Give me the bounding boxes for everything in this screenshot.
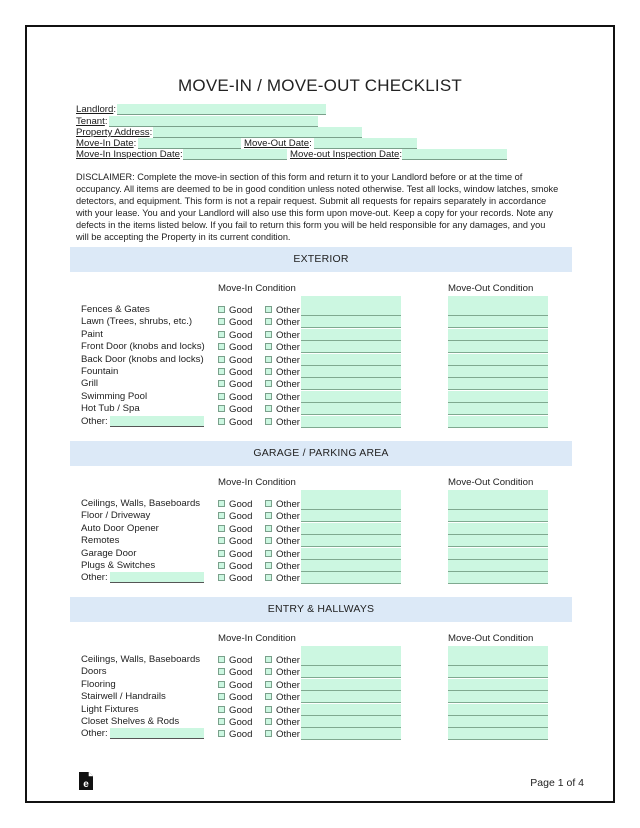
good-label: Good bbox=[229, 511, 253, 522]
move-out-field[interactable] bbox=[448, 296, 548, 304]
good-checkbox[interactable] bbox=[218, 405, 225, 412]
good-option bbox=[218, 536, 252, 548]
move-in-other-field[interactable] bbox=[301, 572, 401, 584]
good-label: Good bbox=[229, 680, 253, 691]
move-in-other-field[interactable] bbox=[301, 304, 401, 316]
other-checkbox[interactable] bbox=[265, 356, 272, 363]
checklist-item-label: Back Door (knobs and locks) bbox=[81, 354, 204, 365]
good-label: Good bbox=[229, 549, 253, 560]
tenant-row: Tenant: bbox=[76, 116, 108, 127]
other-option bbox=[265, 667, 300, 679]
landlord-field[interactable] bbox=[117, 104, 326, 115]
checklist-item-label: Hot Tub / Spa bbox=[81, 403, 140, 414]
move-out-field[interactable] bbox=[448, 535, 548, 547]
move-in-other-field[interactable] bbox=[301, 654, 401, 666]
other-label: Other bbox=[276, 717, 300, 728]
other-checkbox[interactable] bbox=[265, 418, 272, 425]
good-checkbox[interactable] bbox=[218, 681, 225, 688]
good-option bbox=[218, 667, 252, 679]
other-checkbox[interactable] bbox=[265, 550, 272, 557]
property-address-field[interactable] bbox=[153, 127, 362, 138]
move-in-other-field[interactable] bbox=[301, 666, 401, 678]
good-checkbox[interactable] bbox=[218, 343, 225, 350]
good-label: Good bbox=[229, 573, 253, 584]
move-in-other-field[interactable] bbox=[301, 416, 401, 428]
move-in-inspection-label: Move-In Inspection Date bbox=[76, 149, 180, 160]
other-checkbox[interactable] bbox=[265, 368, 272, 375]
other-checkbox[interactable] bbox=[265, 405, 272, 412]
good-option bbox=[218, 549, 252, 561]
move-out-field[interactable] bbox=[448, 716, 548, 728]
good-checkbox[interactable] bbox=[218, 306, 225, 313]
other-option bbox=[265, 317, 300, 329]
tenant-field[interactable] bbox=[109, 116, 318, 127]
property-address-label: Property Address bbox=[76, 127, 150, 138]
good-label: Good bbox=[229, 417, 253, 428]
move-out-field[interactable] bbox=[448, 704, 548, 716]
checklist-item-label: Fountain bbox=[81, 366, 119, 377]
other-label: Other bbox=[276, 561, 300, 572]
checklist-item-label: Floor / Driveway bbox=[81, 510, 151, 521]
other-checkbox[interactable] bbox=[265, 706, 272, 713]
other-label: Other bbox=[276, 667, 300, 678]
good-option bbox=[218, 717, 252, 729]
other-label: Other bbox=[276, 392, 300, 403]
other-checkbox[interactable] bbox=[265, 562, 272, 569]
move-out-field[interactable] bbox=[448, 416, 548, 428]
good-option bbox=[218, 379, 252, 391]
other-option bbox=[265, 330, 300, 342]
move-in-other-field[interactable] bbox=[301, 523, 401, 535]
move-in-other-field[interactable] bbox=[301, 679, 401, 691]
other-checkbox[interactable] bbox=[265, 537, 272, 544]
move-out-condition-header: Move-Out Condition bbox=[448, 633, 534, 644]
landlord-row: Landlord: bbox=[76, 104, 117, 115]
move-in-condition-header: Move-In Condition bbox=[218, 633, 296, 644]
move-out-inspection-field[interactable] bbox=[402, 149, 507, 160]
move-in-date-row: Move-In Date: bbox=[76, 138, 137, 149]
good-checkbox[interactable] bbox=[218, 574, 225, 581]
move-in-inspection-field[interactable] bbox=[183, 149, 287, 160]
checklist-item-label: Fences & Gates bbox=[81, 304, 150, 315]
good-option bbox=[218, 705, 252, 717]
good-checkbox[interactable] bbox=[218, 550, 225, 557]
move-out-field[interactable] bbox=[448, 490, 548, 498]
disclaimer-text: DISCLAIMER: Complete the move-in section of this form and return it to your Landlord before or at the time of occupancy. All items are deemed to be in good condition unless noted otherwise. Test all locks, window latches, smoke detectors, and equipment. This form is not a repair request. Submit all requests for repairs separately in accordance with your lease. You and your Landlord will also use this form upon move-out. Keep a copy for your records. Note any defects in the items listed below. If you fail to return this form you will be held responsible for any damages, and you will be accepting the Property in its current condition. bbox=[76, 172, 559, 242]
good-label: Good bbox=[229, 392, 253, 403]
other-label: Other bbox=[276, 404, 300, 415]
other-label: Other bbox=[276, 317, 300, 328]
move-out-field[interactable] bbox=[448, 691, 548, 703]
other-option bbox=[265, 692, 300, 704]
checklist-item-label: Other: bbox=[81, 572, 108, 583]
move-out-field[interactable] bbox=[448, 403, 548, 415]
other-checkbox[interactable] bbox=[265, 656, 272, 663]
move-out-inspection-row: Move-out Inspection Date: bbox=[290, 149, 402, 160]
good-checkbox[interactable] bbox=[218, 418, 225, 425]
move-out-field[interactable] bbox=[448, 329, 548, 341]
good-label: Good bbox=[229, 705, 253, 716]
other-checkbox[interactable] bbox=[265, 574, 272, 581]
checklist-item-label: Doors bbox=[81, 666, 107, 677]
move-out-field[interactable] bbox=[448, 498, 548, 510]
other-checkbox[interactable] bbox=[265, 681, 272, 688]
move-out-date-row: Move-Out Date: bbox=[244, 138, 312, 149]
good-label: Good bbox=[229, 524, 253, 535]
move-out-field[interactable] bbox=[448, 572, 548, 584]
good-option bbox=[218, 524, 252, 536]
checklist-item-label: Other: bbox=[81, 416, 108, 427]
move-out-field[interactable] bbox=[448, 679, 548, 691]
other-label: Other bbox=[276, 573, 300, 584]
move-in-condition-header: Move-In Condition bbox=[218, 283, 296, 294]
other-label: Other bbox=[276, 729, 300, 740]
move-in-other-field[interactable] bbox=[301, 490, 401, 498]
checklist-item-label: Light Fixtures bbox=[81, 704, 139, 715]
other-label: Other bbox=[276, 342, 300, 353]
other-label: Other bbox=[276, 524, 300, 535]
good-label: Good bbox=[229, 655, 253, 666]
good-checkbox[interactable] bbox=[218, 318, 225, 325]
good-checkbox[interactable] bbox=[218, 706, 225, 713]
good-checkbox[interactable] bbox=[218, 693, 225, 700]
good-option bbox=[218, 680, 252, 692]
good-label: Good bbox=[229, 367, 253, 378]
move-out-date-label: Move-Out Date bbox=[244, 138, 310, 149]
other-checkbox[interactable] bbox=[265, 380, 272, 387]
other-label: Other bbox=[276, 705, 300, 716]
move-out-condition-header: Move-Out Condition bbox=[448, 283, 534, 294]
move-in-date-field[interactable] bbox=[138, 138, 241, 149]
good-label: Good bbox=[229, 667, 253, 678]
good-checkbox[interactable] bbox=[218, 730, 225, 737]
other-label: Other bbox=[276, 330, 300, 341]
other-option bbox=[265, 717, 300, 729]
good-checkbox[interactable] bbox=[218, 525, 225, 532]
move-in-other-field[interactable] bbox=[301, 341, 401, 353]
other-option bbox=[265, 379, 300, 391]
checklist-item-label: Ceilings, Walls, Baseboards bbox=[81, 654, 201, 665]
move-in-other-field[interactable] bbox=[301, 646, 401, 654]
move-out-field[interactable] bbox=[448, 654, 548, 666]
good-label: Good bbox=[229, 305, 253, 316]
move-in-other-field[interactable] bbox=[301, 535, 401, 547]
good-checkbox[interactable] bbox=[218, 380, 225, 387]
eforms-logo-icon bbox=[78, 771, 94, 791]
good-option bbox=[218, 417, 252, 429]
checklist-item-label: Stairwell / Handrails bbox=[81, 691, 166, 702]
good-label: Good bbox=[229, 692, 253, 703]
move-in-other-field[interactable] bbox=[301, 716, 401, 728]
other-option bbox=[265, 536, 300, 548]
good-label: Good bbox=[229, 342, 253, 353]
other-option bbox=[265, 342, 300, 354]
checklist-item-label: Swimming Pool bbox=[81, 391, 148, 402]
other-checkbox[interactable] bbox=[265, 525, 272, 532]
other-checkbox[interactable] bbox=[265, 668, 272, 675]
move-in-inspection-row: Move-In Inspection Date: bbox=[76, 149, 183, 160]
document-title: MOVE-IN / MOVE-OUT CHECKLIST bbox=[178, 76, 462, 95]
other-checkbox[interactable] bbox=[265, 393, 272, 400]
move-in-other-field[interactable] bbox=[301, 704, 401, 716]
other-label: Other bbox=[276, 511, 300, 522]
good-option bbox=[218, 342, 252, 354]
good-checkbox[interactable] bbox=[218, 537, 225, 544]
good-checkbox[interactable] bbox=[218, 500, 225, 507]
checklist-item-label: Closet Shelves & Rods bbox=[81, 716, 180, 727]
good-option bbox=[218, 692, 252, 704]
move-out-field[interactable] bbox=[448, 548, 548, 560]
other-checkbox[interactable] bbox=[265, 318, 272, 325]
section-header: GARAGE / PARKING AREA bbox=[70, 441, 572, 466]
move-in-other-field[interactable] bbox=[301, 691, 401, 703]
move-out-field[interactable] bbox=[448, 391, 548, 403]
good-option bbox=[218, 561, 252, 573]
other-option bbox=[265, 417, 300, 429]
other-label: Other bbox=[276, 549, 300, 560]
other-checkbox[interactable] bbox=[265, 500, 272, 507]
good-checkbox[interactable] bbox=[218, 356, 225, 363]
other-option bbox=[265, 305, 300, 317]
other-label: Other bbox=[276, 536, 300, 547]
checklist-item-label: Lawn (Trees, shrubs, etc.) bbox=[81, 316, 193, 327]
other-checkbox[interactable] bbox=[265, 306, 272, 313]
good-checkbox[interactable] bbox=[218, 656, 225, 663]
good-option bbox=[218, 499, 252, 511]
good-label: Good bbox=[229, 317, 253, 328]
move-out-field[interactable] bbox=[448, 523, 548, 535]
move-in-other-field[interactable] bbox=[301, 316, 401, 328]
move-in-other-field[interactable] bbox=[301, 296, 401, 304]
move-out-field[interactable] bbox=[448, 354, 548, 366]
other-label: Other bbox=[276, 379, 300, 390]
move-out-field[interactable] bbox=[448, 646, 548, 654]
checklist-item-label: Auto Door Opener bbox=[81, 523, 159, 534]
good-label: Good bbox=[229, 379, 253, 390]
other-item-field[interactable] bbox=[110, 416, 204, 427]
other-option bbox=[265, 561, 300, 573]
tenant-label: Tenant bbox=[76, 116, 105, 127]
other-label: Other bbox=[276, 355, 300, 366]
checklist-item-label: Paint bbox=[81, 329, 103, 340]
move-out-field[interactable] bbox=[448, 378, 548, 390]
other-option bbox=[265, 729, 300, 741]
checklist-item-label: Garage Door bbox=[81, 548, 137, 559]
good-label: Good bbox=[229, 330, 253, 341]
checklist-item-label: Remotes bbox=[81, 535, 120, 546]
good-checkbox[interactable] bbox=[218, 718, 225, 725]
move-out-field[interactable] bbox=[448, 666, 548, 678]
checklist-item-label: Flooring bbox=[81, 679, 116, 690]
checklist-item-label: Front Door (knobs and locks) bbox=[81, 341, 205, 352]
move-in-other-field[interactable] bbox=[301, 560, 401, 572]
move-in-other-field[interactable] bbox=[301, 366, 401, 378]
other-option bbox=[265, 511, 300, 523]
move-in-other-field[interactable] bbox=[301, 498, 401, 510]
good-option bbox=[218, 305, 252, 317]
move-in-other-field[interactable] bbox=[301, 510, 401, 522]
good-checkbox[interactable] bbox=[218, 393, 225, 400]
move-in-other-field[interactable] bbox=[301, 403, 401, 415]
move-in-other-field[interactable] bbox=[301, 728, 401, 740]
move-out-field[interactable] bbox=[448, 728, 548, 740]
other-checkbox[interactable] bbox=[265, 331, 272, 338]
landlord-label: Landlord bbox=[76, 104, 114, 115]
good-checkbox[interactable] bbox=[218, 331, 225, 338]
move-out-field[interactable] bbox=[448, 304, 548, 316]
good-option bbox=[218, 729, 252, 741]
other-label: Other bbox=[276, 692, 300, 703]
good-checkbox[interactable] bbox=[218, 512, 225, 519]
good-label: Good bbox=[229, 536, 253, 547]
other-option bbox=[265, 392, 300, 404]
move-out-field[interactable] bbox=[448, 366, 548, 378]
good-label: Good bbox=[229, 499, 253, 510]
checklist-item-label: Grill bbox=[81, 378, 99, 389]
move-out-field[interactable] bbox=[448, 341, 548, 353]
good-label: Good bbox=[229, 561, 253, 572]
checklist-item-label: Plugs & Switches bbox=[81, 560, 156, 571]
other-label: Other bbox=[276, 655, 300, 666]
other-option bbox=[265, 705, 300, 717]
other-option bbox=[265, 680, 300, 692]
other-option bbox=[265, 367, 300, 379]
other-checkbox[interactable] bbox=[265, 343, 272, 350]
other-checkbox[interactable] bbox=[265, 512, 272, 519]
other-checkbox[interactable] bbox=[265, 730, 272, 737]
other-label: Other bbox=[276, 499, 300, 510]
move-out-field[interactable] bbox=[448, 510, 548, 522]
move-in-other-field[interactable] bbox=[301, 391, 401, 403]
move-in-other-field[interactable] bbox=[301, 378, 401, 390]
good-label: Good bbox=[229, 717, 253, 728]
good-option bbox=[218, 511, 252, 523]
good-option bbox=[218, 392, 252, 404]
good-option bbox=[218, 573, 252, 585]
other-option bbox=[265, 355, 300, 367]
move-in-date-label: Move-In Date bbox=[76, 138, 134, 149]
move-in-other-field[interactable] bbox=[301, 329, 401, 341]
good-option bbox=[218, 404, 252, 416]
other-item-field[interactable] bbox=[110, 728, 204, 739]
svg-text:e: e bbox=[83, 779, 89, 790]
move-in-condition-header: Move-In Condition bbox=[218, 477, 296, 488]
good-option bbox=[218, 317, 252, 329]
good-checkbox[interactable] bbox=[218, 668, 225, 675]
other-option bbox=[265, 404, 300, 416]
good-option bbox=[218, 355, 252, 367]
good-option bbox=[218, 367, 252, 379]
other-option bbox=[265, 524, 300, 536]
checklist-item-label: Other: bbox=[81, 728, 108, 739]
page-number: Page 1 of 4 bbox=[530, 777, 584, 789]
good-label: Good bbox=[229, 729, 253, 740]
move-out-inspection-label: Move-out Inspection Date bbox=[290, 149, 400, 160]
other-option bbox=[265, 655, 300, 667]
other-option bbox=[265, 499, 300, 511]
other-option bbox=[265, 573, 300, 585]
good-label: Good bbox=[229, 404, 253, 415]
other-label: Other bbox=[276, 417, 300, 428]
move-in-other-field[interactable] bbox=[301, 354, 401, 366]
other-item-field[interactable] bbox=[110, 572, 204, 583]
good-option bbox=[218, 330, 252, 342]
other-checkbox[interactable] bbox=[265, 693, 272, 700]
other-label: Other bbox=[276, 680, 300, 691]
other-option bbox=[265, 549, 300, 561]
good-option bbox=[218, 655, 252, 667]
other-label: Other bbox=[276, 367, 300, 378]
move-out-date-field[interactable] bbox=[314, 138, 417, 149]
property-address-row: Property Address: bbox=[76, 127, 153, 138]
other-checkbox[interactable] bbox=[265, 718, 272, 725]
section-header: EXTERIOR bbox=[70, 247, 572, 272]
good-checkbox[interactable] bbox=[218, 368, 225, 375]
checklist-item-label: Ceilings, Walls, Baseboards bbox=[81, 498, 201, 509]
other-label: Other bbox=[276, 305, 300, 316]
section-header: ENTRY & HALLWAYS bbox=[70, 597, 572, 622]
move-out-field[interactable] bbox=[448, 560, 548, 572]
move-out-condition-header: Move-Out Condition bbox=[448, 477, 534, 488]
move-in-other-field[interactable] bbox=[301, 548, 401, 560]
good-label: Good bbox=[229, 355, 253, 366]
move-out-field[interactable] bbox=[448, 316, 548, 328]
good-checkbox[interactable] bbox=[218, 562, 225, 569]
